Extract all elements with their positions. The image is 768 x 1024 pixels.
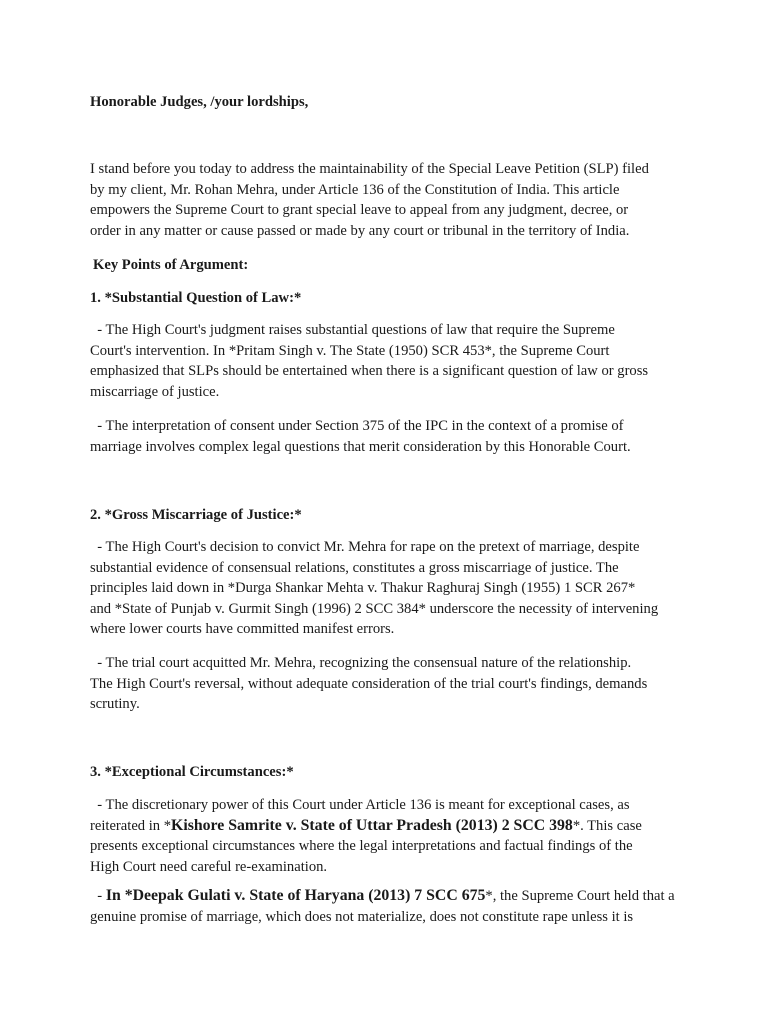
point3-paragraph-2: - In *Deepak Gulati v. State of Haryana (2013) 7 SCC 675*, the Supreme Court held that a genuine promise of marriage, which does not materialize, does not constitute rape unless it is: [90, 886, 690, 927]
intro-line: I stand before you today to address the maintainability of the Special Leave Petition (SLP) filed: [90, 161, 649, 177]
salutation: Honorable Judges, /your lordships,: [90, 94, 309, 110]
case-citation: In *Deepak Gulati v. State of Haryana (2013) 7 SCC 675: [105, 887, 486, 904]
intro-line: by my client, Mr. Rohan Mehra, under Article 136 of the Constitution of India. This article: [90, 181, 620, 198]
point1-heading: 1. *Substantial Question of Law:*: [90, 290, 302, 306]
point2-heading: 2. *Gross Miscarriage of Justice:*: [90, 507, 302, 523]
point2-paragraph-2: - The trial court acquitted Mr. Mehra, recognizing the consensual nature of the relationship. The High Court's reversal, without adequate consideration of the trial court's findings, demands scrutiny.: [90, 655, 648, 713]
point1-paragraph-2: - The interpretation of consent under Section 375 of the IPC in the context of a promise of marriage involves complex legal questions that merit consideration by this Honorable Court.: [90, 418, 631, 455]
mixed-line: - In *Deepak Gulati v. State of Haryana (2013) 7 SCC 675*, the Supreme Court held that a: [90, 887, 675, 904]
point2-paragraph-1: - The High Court's decision to convict Mr. Mehra for rape on the pretext of marriage, despite substantial evidence of consensual relations, constitutes a gross miscarriage of justice. The principles laid down in *Durga Shankar Mehta v. Thakur Raghuraj Singh (1955) 1 SCR 267* and *State of Punjab v. Gurmit Singh (1996) 2 SCC 384* underscore the necessity of intervening where lower courts have committed manifest errors.: [90, 539, 659, 638]
case-citation: Kishore Samrite v. State of Uttar Pradesh (2013) 2 SCC 398: [171, 816, 573, 834]
intro-line: empowers the Supreme Court to grant special leave to appeal from any judgment, decree, or: [90, 202, 629, 219]
point1-paragraph-1: - The High Court's judgment raises substantial questions of law that require the Supreme Court's intervention. In *Pritam Singh v. The State (1950) SCR 453*, the Supreme Court emphasized that SLPs should be entertained when there is a significant question of law or gross miscarriage of justice.: [90, 322, 649, 400]
intro-paragraph: [90, 159, 690, 241]
intro-line: order in any matter or cause passed or made by any court or tribunal in the territory of India.: [90, 222, 630, 239]
key-points-heading: Key Points of Argument:: [93, 257, 249, 273]
mixed-line: reiterated in *Kishore Samrite v. State of Uttar Pradesh (2013) 2 SCC 398*. This case: [90, 816, 642, 834]
point3-paragraph-1: - The discretionary power of this Court under Article 136 is meant for exceptional cases, as reiterated in *Kishore Samrite v. State of Uttar Pradesh (2013) 2 SCC 398*. This case presents exceptional circumstances where the legal interpretations and factual findings of the High Court need careful re-examination.: [90, 795, 690, 877]
point3-heading: 3. *Exceptional Circumstances:*: [90, 764, 294, 780]
